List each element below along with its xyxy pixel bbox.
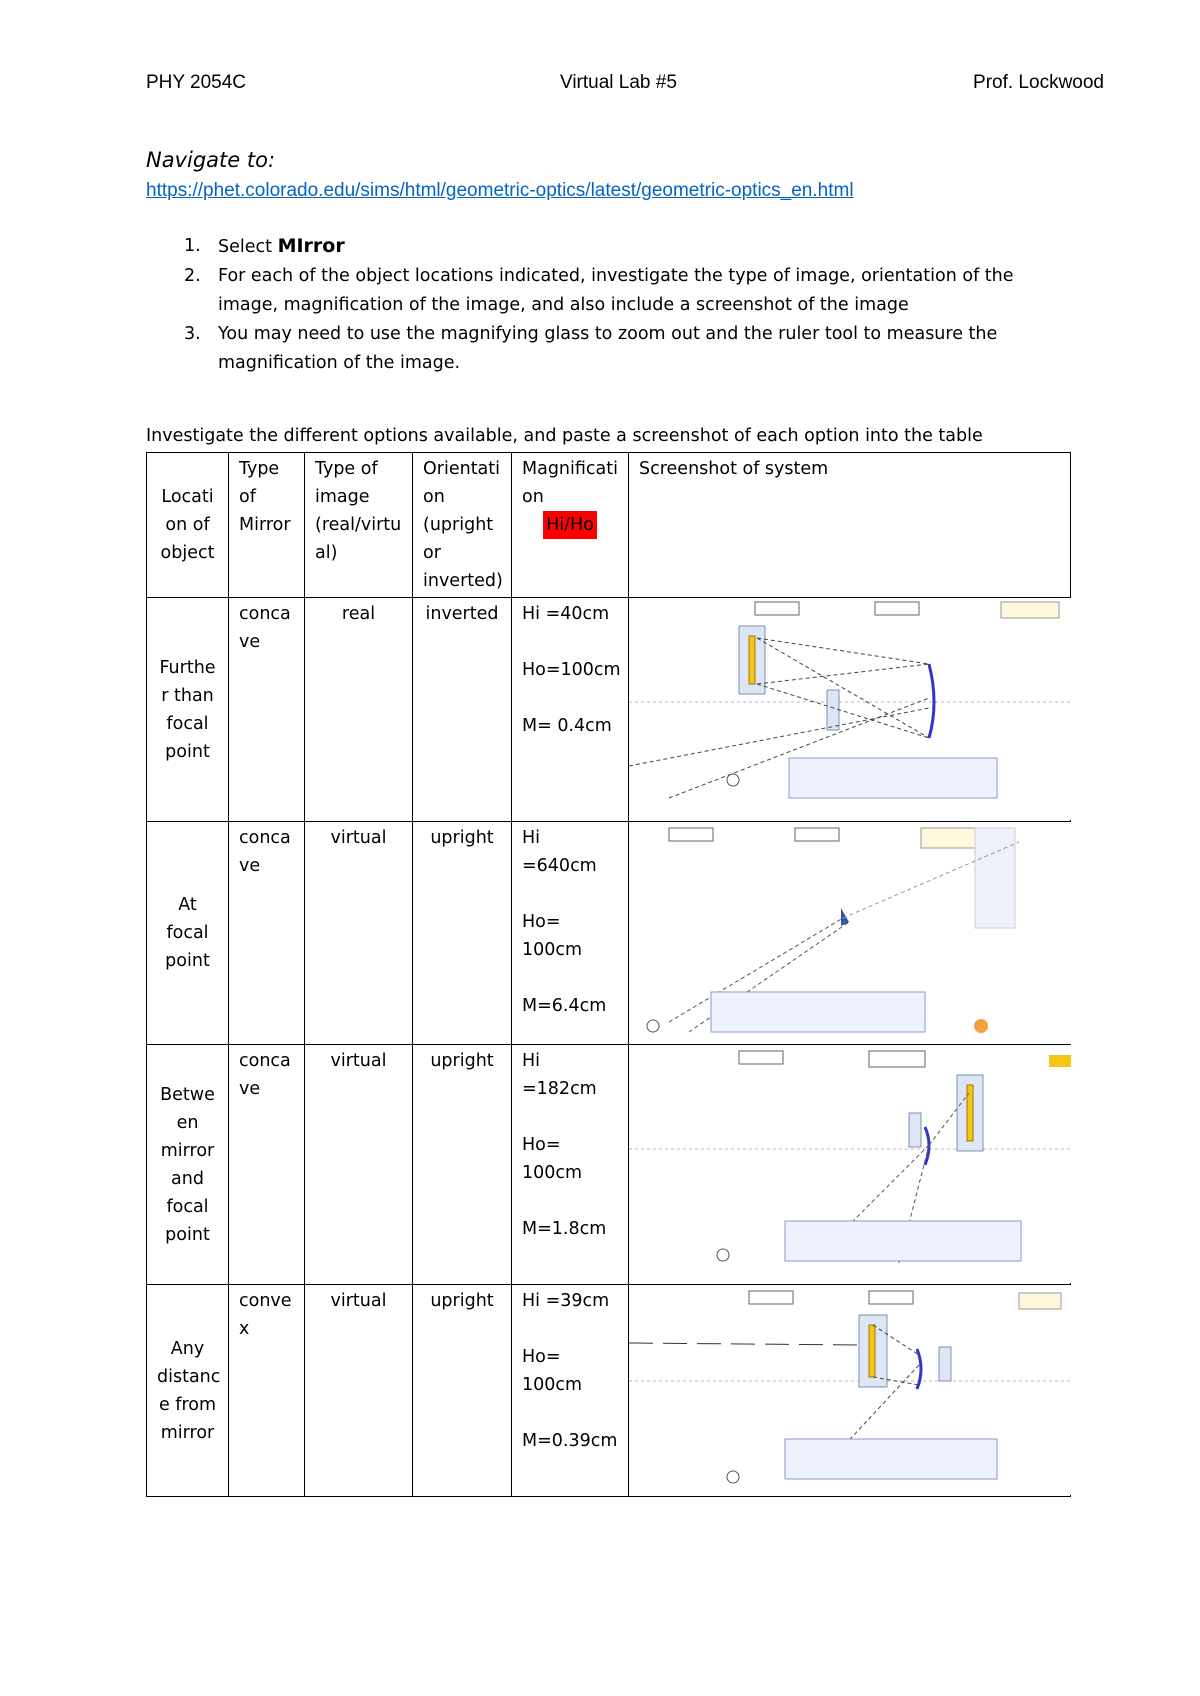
- magnification-value: M=6.4cm: [522, 996, 607, 1016]
- screenshot-cell: [629, 822, 1071, 1045]
- row-image: virtual: [305, 1045, 413, 1285]
- header-row: [147, 453, 1071, 598]
- header-mirror: Type of Mirror: [229, 453, 305, 598]
- magnification-value: M= 0.4cm: [522, 716, 612, 736]
- navigate-heading: Navigate to:: [146, 148, 276, 172]
- row-location: Any distanc e from mirror: [147, 1285, 229, 1497]
- table-row: [147, 822, 1071, 1045]
- object-height: Ho=100cm: [522, 660, 621, 680]
- row-mirror: conca ve: [229, 822, 305, 1045]
- image-height: Hi =640cm: [522, 828, 597, 876]
- row-image: real: [305, 598, 413, 822]
- row-location: Betwe en mirror and focal point: [147, 1045, 229, 1285]
- header-image: Type of image (real/virtu al): [305, 453, 413, 598]
- table-row: [147, 1045, 1071, 1285]
- object-height: Ho= 100cm: [522, 912, 583, 960]
- header-screenshot: Screenshot of system: [629, 453, 1071, 598]
- image-height: Hi =40cm: [522, 604, 610, 624]
- simulation-screenshot: [629, 1045, 1071, 1283]
- table-row: [147, 1285, 1071, 1497]
- header-magnification-label: Magnificati on: [522, 459, 618, 507]
- row-image: virtual: [305, 822, 413, 1045]
- header-orientation: Orientati on (upright or inverted): [413, 453, 512, 598]
- lab-title: Virtual Lab #5: [560, 72, 677, 93]
- step-text: You may need to use the magnifying glass to zoom out and the ruler tool to measure the magnification of the image.: [218, 324, 998, 373]
- row-magnification: [512, 1045, 629, 1285]
- instructor-name: Prof. Lockwood: [973, 72, 1104, 93]
- row-magnification: [512, 822, 629, 1045]
- screenshot-cell: [629, 1285, 1071, 1497]
- screenshot-cell: [629, 1045, 1071, 1285]
- screenshot-cell: [629, 598, 1071, 822]
- object-height: Ho= 100cm: [522, 1347, 583, 1395]
- magnification-formula: Hi/Ho: [543, 511, 597, 539]
- row-mirror: conca ve: [229, 598, 305, 822]
- row-magnification: [512, 598, 629, 822]
- magnification-value: M=1.8cm: [522, 1219, 607, 1239]
- row-mirror: conve x: [229, 1285, 305, 1497]
- header-location: Locati on of object: [147, 453, 229, 598]
- step-item: [146, 320, 1066, 378]
- row-orientation: upright: [413, 1285, 512, 1497]
- image-height: Hi =39cm: [522, 1291, 610, 1311]
- step-number: 1.: [184, 236, 201, 256]
- step-text: For each of the object locations indicated, investigate the type of image, orientation of the image, magnification of the image, and also include a screenshot of the image: [218, 266, 1014, 315]
- step-number: 2.: [184, 266, 201, 286]
- row-location: At focal point: [147, 822, 229, 1045]
- object-height: Ho= 100cm: [522, 1135, 583, 1183]
- simulation-screenshot: [629, 822, 1071, 1044]
- simulation-screenshot: [629, 598, 1071, 820]
- row-image: virtual: [305, 1285, 413, 1497]
- step-text: Select: [218, 237, 278, 257]
- step-item: [146, 262, 1066, 320]
- intro-text: Investigate the different options available, and paste a screenshot of each option into the table: [146, 426, 983, 446]
- step-item: [146, 232, 1066, 262]
- step-number: 3.: [184, 324, 201, 344]
- course-code: PHY 2054C: [146, 72, 246, 93]
- row-location: Furthe r than focal point: [147, 598, 229, 822]
- row-orientation: upright: [413, 1045, 512, 1285]
- magnification-value: M=0.39cm: [522, 1431, 618, 1451]
- image-height: Hi =182cm: [522, 1051, 597, 1099]
- row-orientation: upright: [413, 822, 512, 1045]
- instruction-list: [146, 232, 1066, 378]
- row-magnification: [512, 1285, 629, 1497]
- step-bold-text: MIrror: [277, 235, 345, 257]
- row-mirror: conca ve: [229, 1045, 305, 1285]
- row-orientation: inverted: [413, 598, 512, 822]
- table-row: [147, 598, 1071, 822]
- simulation-screenshot: [629, 1285, 1071, 1495]
- simulation-link[interactable]: https://phet.colorado.edu/sims/html/geometric-optics/latest/geometric-optics_en.html: [146, 180, 854, 201]
- results-table: [146, 452, 1071, 1497]
- header-magnification: [512, 453, 629, 598]
